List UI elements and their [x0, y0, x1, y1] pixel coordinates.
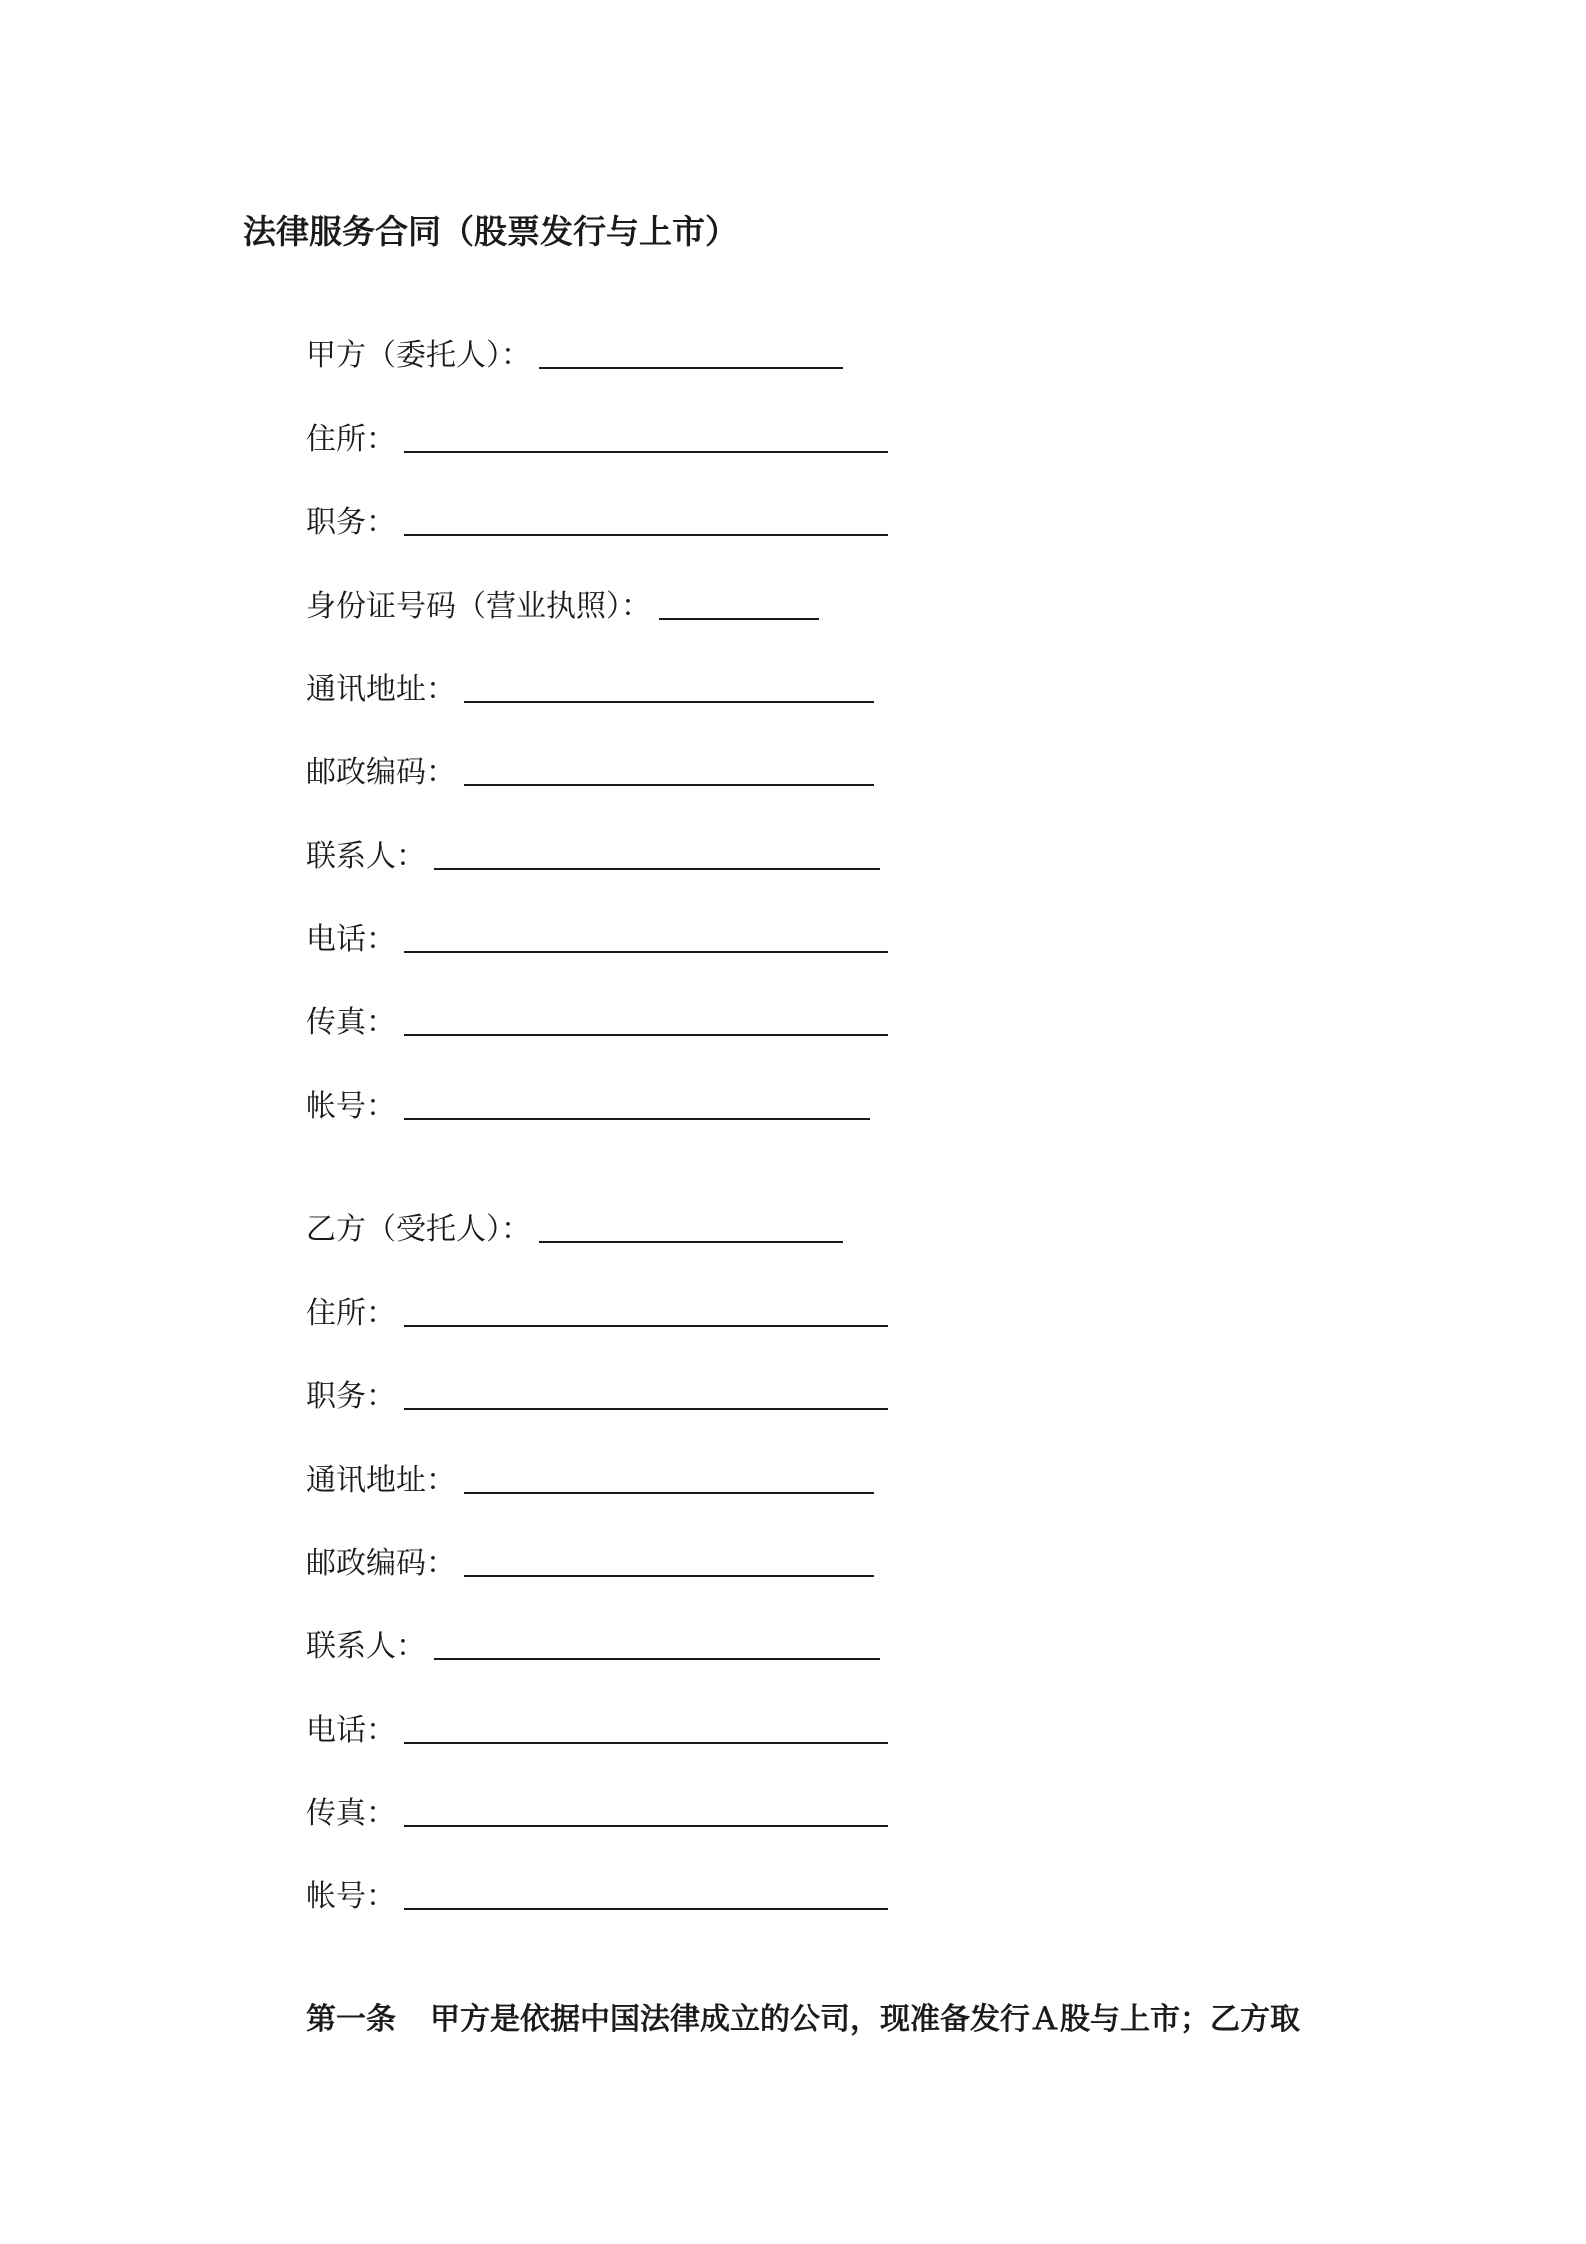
field-label: 住所：	[306, 422, 396, 457]
field-label: 帐号：	[306, 1089, 396, 1124]
fill-blank	[404, 947, 888, 953]
party-a-field-id-number	[306, 587, 819, 627]
fill-blank	[404, 1821, 888, 1827]
party-a-field-fax	[306, 1003, 888, 1043]
party-b-field-postal-code	[306, 1544, 874, 1584]
party-a-field-position	[306, 503, 888, 543]
field-label: 职务：	[306, 1379, 396, 1414]
field-label: 邮政编码：	[306, 755, 456, 790]
document-title: 法律服务合同（股票发行与上市）	[243, 212, 738, 251]
article-number: 第一条	[306, 2002, 396, 2037]
party-b-field-account	[306, 1877, 888, 1917]
party-b-field-fax	[306, 1794, 888, 1834]
fill-blank	[404, 1904, 888, 1910]
fill-blank	[659, 614, 819, 620]
party-a-field-contact	[306, 837, 880, 877]
fill-blank	[464, 1571, 874, 1577]
fill-blank	[434, 1654, 880, 1660]
field-label: 住所：	[306, 1296, 396, 1331]
field-label: 身份证号码（营业执照）：	[306, 589, 651, 624]
field-label: 通讯地址：	[306, 1463, 456, 1498]
article-1	[306, 2000, 1300, 2040]
party-b-field-phone	[306, 1711, 888, 1751]
field-label: 联系人：	[306, 839, 426, 874]
field-label: 通讯地址：	[306, 672, 456, 707]
fill-blank	[434, 864, 880, 870]
field-label: 电话：	[306, 1713, 396, 1748]
fill-blank	[404, 1738, 888, 1744]
party-a-field-account	[306, 1087, 870, 1127]
fill-blank	[404, 447, 888, 453]
party-a-field-postal-code	[306, 753, 874, 793]
fill-blank	[464, 697, 874, 703]
fill-blank	[404, 1404, 888, 1410]
party-a-field-mailing-address	[306, 670, 874, 710]
party-a-heading-label: 甲方（委托人）：	[306, 338, 531, 373]
fill-blank	[404, 1114, 870, 1120]
field-label: 联系人：	[306, 1629, 426, 1664]
party-b-heading	[306, 1210, 843, 1250]
party-b-heading-label: 乙方（受托人）：	[306, 1212, 531, 1247]
party-b-field-address	[306, 1294, 888, 1334]
fill-blank	[539, 1237, 843, 1243]
article-text: 甲方是依据中国法律成立的公司，现准备发行Ａ股与上市；乙方取	[430, 2002, 1300, 2037]
field-label: 电话：	[306, 922, 396, 957]
party-a-field-phone	[306, 920, 888, 960]
party-a-field-address	[306, 420, 888, 460]
fill-blank	[404, 1030, 888, 1036]
field-label: 传真：	[306, 1005, 396, 1040]
fill-blank	[464, 1488, 874, 1494]
party-b-field-position	[306, 1377, 888, 1417]
fill-blank	[464, 780, 874, 786]
field-label: 职务：	[306, 505, 396, 540]
field-label: 邮政编码：	[306, 1546, 456, 1581]
fill-blank	[539, 363, 843, 369]
party-b-field-contact	[306, 1627, 880, 1667]
fill-blank	[404, 1321, 888, 1327]
field-label: 传真：	[306, 1796, 396, 1831]
party-b-field-mailing-address	[306, 1461, 874, 1501]
party-a-heading	[306, 336, 843, 376]
fill-blank	[404, 530, 888, 536]
field-label: 帐号：	[306, 1879, 396, 1914]
